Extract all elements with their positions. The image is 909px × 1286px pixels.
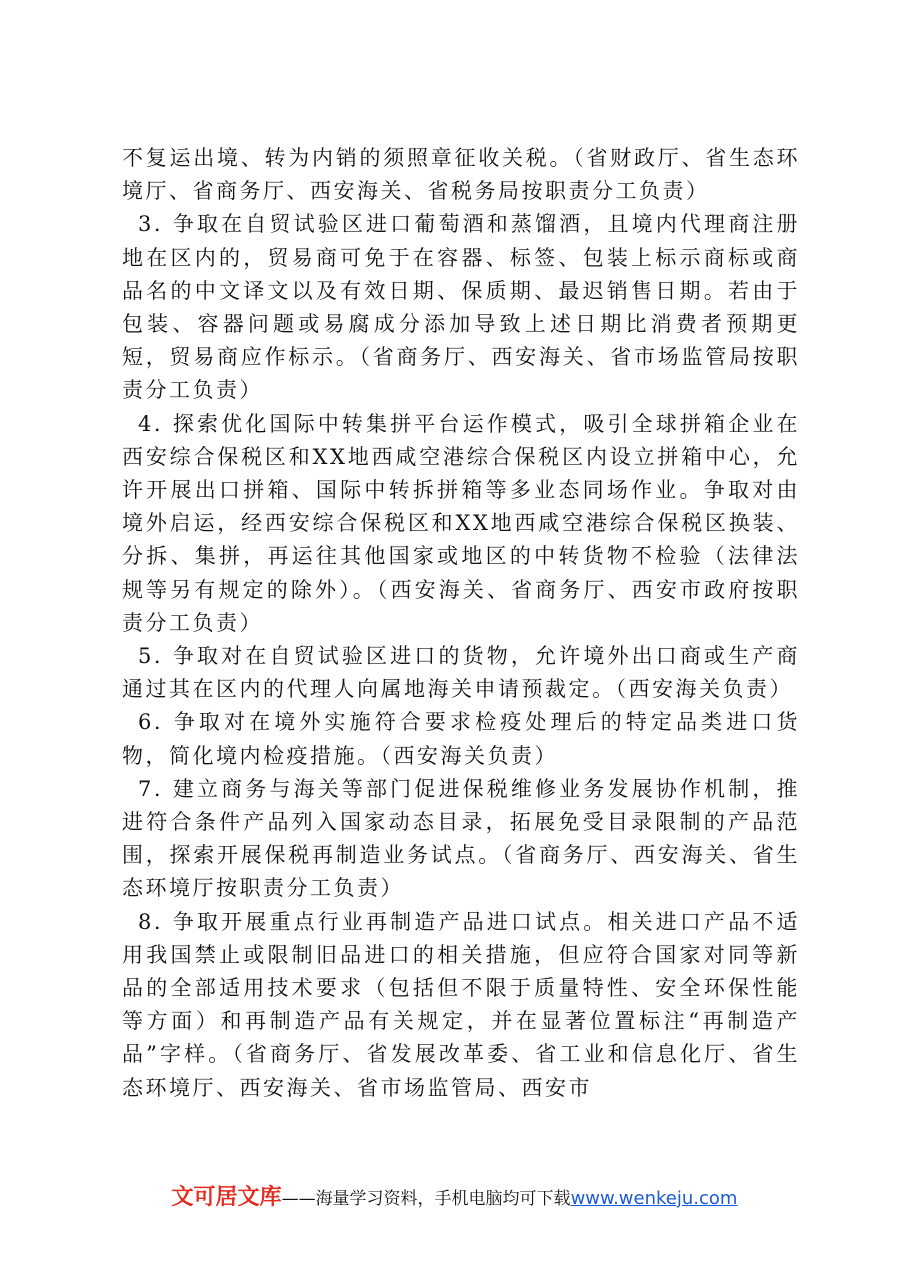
footer-banner [0, 1180, 909, 1211]
paragraph-item-6: 6. 争取对在境外实施符合要求检疫处理后的特定品类进口货物，简化境内检疫措施。（西安海关负责） [122, 710, 800, 768]
paragraph-item-4: 4. 探索优化国际中转集拼平台运作模式，吸引全球拼箱企业在西安综合保税区和XX地西咸空港综合保税区内设立拼箱中心，允许开展出口拼箱、国际中转拆拼箱等多业态同场作业。争取对由境外启运，经西安综合保税区和XX地西咸空港综合保税区换装、分拆、集拼，再运往其他国家或地区的中转货物不检验（法律法规等另有规定的除外）。（西安海关、省商务厅、西安市政府按职责分工负责） [122, 411, 800, 635]
paragraph-item-8: 8. 争取开展重点行业再制造产品进口试点。相关进口产品不适用我国禁止或限制旧品进口的相关措施，但应符合国家对同等新品的全部适用技术要求（包括但不限于质量特性、安全环保性能等方面）和再制造产品有关规定，并在显著位置标注“再制造产品”字样。（省商务厅、省发展改革委、省工业和信息化厅、省生态环境厅、西安海关、省市场监管局、西安市 [122, 909, 800, 1100]
paragraph-item-5: 5. 争取对在自贸试验区进口的货物，允许境外出口商或生产商通过其在区内的代理人向属地海关申请预裁定。（西安海关负责） [122, 644, 800, 702]
footer-brand: 文可居文库 [171, 1185, 282, 1210]
footer-slogan: ——海量学习资料，手机电脑均可下载 [281, 1189, 571, 1209]
paragraph-continuation: 不复运出境、转为内销的须照章征收关税。（省财政厅、省生态环境厅、省商务厅、西安海关、省税务局按职责分工负责） [122, 146, 800, 204]
paragraph-item-7: 7. 建立商务与海关等部门促进保税维修业务发展协作机制，推进符合条件产品列入国家动态目录，拓展免受目录限制的产品范围，探索开展保税再制造业务试点。（省商务厅、西安海关、省生态环境厅按职责分工负责） [122, 776, 800, 901]
paragraph-item-3: 3. 争取在自贸试验区进口葡萄酒和蒸馏酒，且境内代理商注册地在区内的，贸易商可免于在容器、标签、包装上标示商标或商品名的中文译文以及有效日期、保质期、最迟销售日期。若由于包装、容器问题或易腐成分添加导致上述日期比消费者预期更短，贸易商应作标示。（省商务厅、西安海关、省市场监管局按职责分工负责） [122, 212, 800, 403]
document-body [122, 142, 800, 1105]
footer-url-link[interactable]: www.wenkeju.com [570, 1188, 738, 1209]
